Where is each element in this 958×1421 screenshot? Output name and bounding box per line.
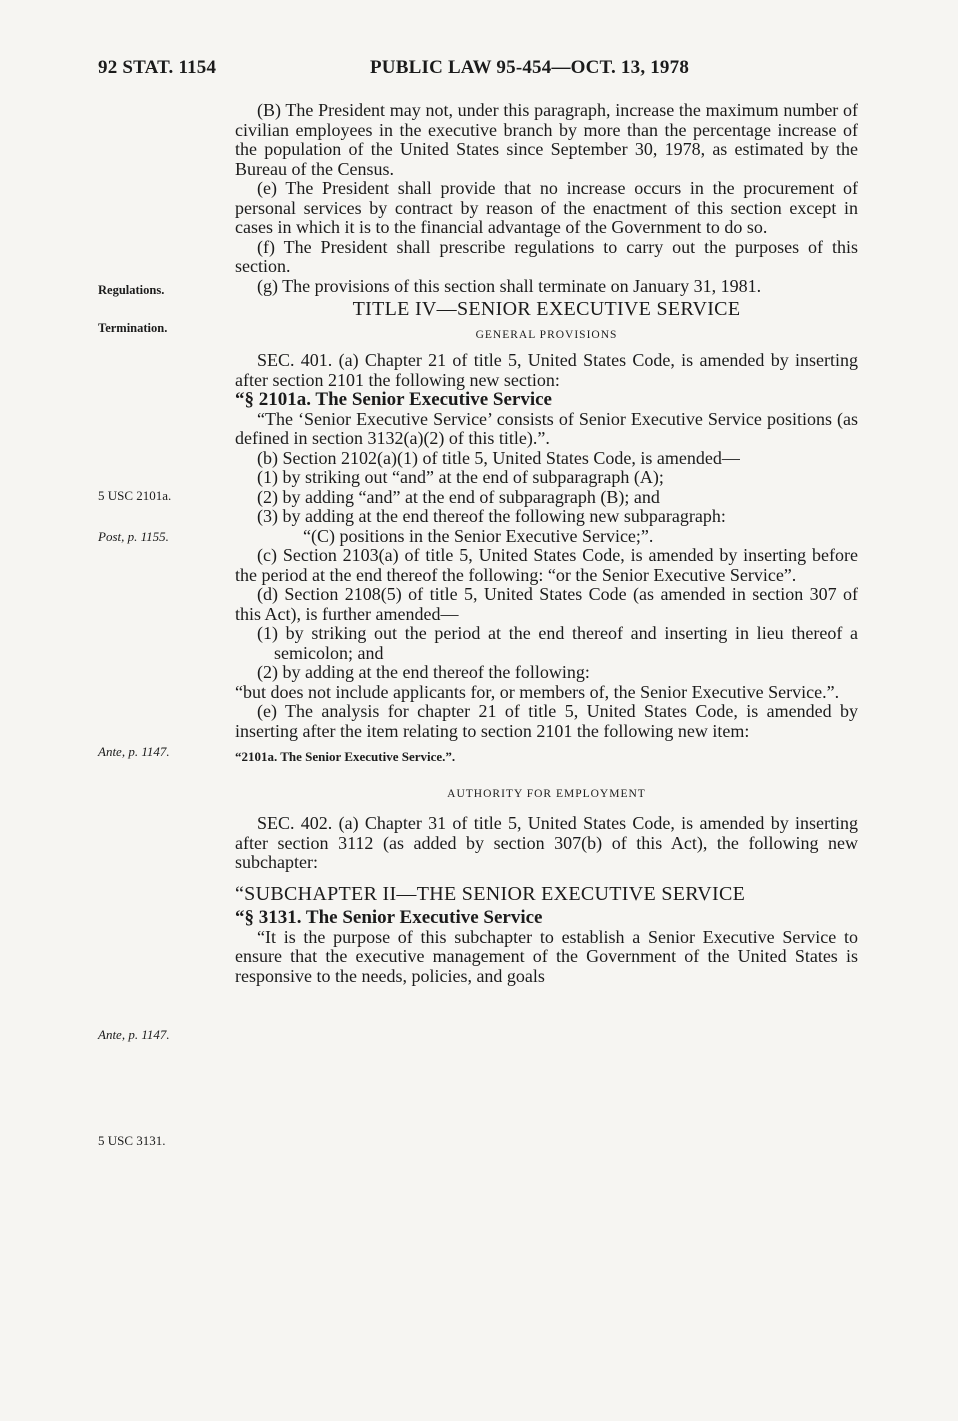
subchapter-ii-heading: “SUBCHAPTER II—THE SENIOR EXECUTIVE SERVICE	[235, 882, 746, 905]
paragraph-c-2103: (c) Section 2103(a) of title 5, United States Code, is amended by inserting before the period at the end thereof the following: “or the Senior Executive Service”.	[235, 545, 858, 585]
paragraph-g-termination: (g) The provisions of this section shall terminate on January 31, 1981.	[257, 275, 762, 296]
clause-d-1: (1) by striking out the period at the end thereof and inserting in lieu thereof a semicolon; and	[257, 623, 858, 663]
general-provisions-heading: GENERAL PROVISIONS	[475, 328, 618, 341]
statute-body	[235, 101, 858, 986]
clause-d-2: (2) by adding at the end thereof the following:	[257, 662, 590, 682]
analysis-item-2101a: “2101a. The Senior Executive Service.”.	[235, 749, 456, 764]
title-iv-heading: TITLE IV—SENIOR EXECUTIVE SERVICE	[352, 298, 741, 320]
paragraph-e-analysis: (e) The analysis for chapter 21 of title 5, United States Code, is amended by inserting after the item relating to section 2101 the following new item:	[235, 701, 858, 741]
section-3131-heading: “§ 3131. The Senior Executive Service	[235, 907, 543, 928]
paragraph-B: (B) The President may not, under this paragraph, increase the maximum number of civilian employees in the executive branch by more than the percentage increase of the population of the United States since September 30, 1978, as estimated by the Bureau of the Census.	[235, 100, 858, 179]
page-stat-citation: 92 STAT. 1154	[98, 57, 217, 78]
section-2101a-heading: “§ 2101a. The Senior Executive Service	[235, 389, 552, 410]
paragraph-e-personal-services: (e) The President shall provide that no increase occurs in the procurement of personal services by contract by reason of the enactment of this section except in cases in which it is to the financial advantage of the Government to do so.	[235, 178, 858, 237]
public-law-heading: PUBLIC LAW 95-454—OCT. 13, 1978	[370, 57, 690, 78]
quoted-subparagraph-C: “(C) positions in the Senior Executive Service;”.	[303, 525, 654, 546]
paragraph-f-regulations: (f) The President shall prescribe regulations to carry out the purposes of this section.	[235, 236, 858, 276]
clause-b-3: (3) by adding at the end thereof the following new subparagraph:	[257, 506, 726, 526]
margin-note-usc-3131: 5 USC 3131.	[98, 1133, 166, 1148]
margin-note-post-1155: Post, p. 1155.	[98, 529, 169, 544]
clause-b-1: (1) by striking out “and” at the end of subparagraph (A);	[257, 467, 664, 487]
margin-note-regulations: Regulations.	[98, 283, 165, 297]
margin-note-ante-1147: Ante, p. 1147.	[98, 744, 170, 759]
margin-note-ante-1147: Ante, p. 1147.	[98, 1027, 170, 1042]
paragraph-d-2108: (d) Section 2108(5) of title 5, United States Code (as amended in section 307 of this Act), is further amended—	[235, 584, 858, 624]
section-2101a-definition: “The ‘Senior Executive Service’ consists of Senior Executive Service positions (as defined in section 3132(a)(2) of this title).”.	[235, 408, 858, 448]
margin-note-usc-2101a: 5 USC 2101a.	[98, 488, 172, 503]
margin-note-termination: Termination.	[98, 321, 168, 335]
clause-b-2: (2) by adding “and” at the end of subparagraph (B); and	[257, 486, 660, 507]
paragraph-b-2102: (b) Section 2102(a)(1) of title 5, United States Code, is amended—	[257, 447, 740, 468]
section-401: SEC. 401. (a) Chapter 21 of title 5, United States Code, is amended by inserting after section 2101 the following new section:	[235, 350, 858, 390]
authority-for-employment-heading: AUTHORITY FOR EMPLOYMENT	[447, 787, 646, 800]
section-3131-purpose: “It is the purpose of this subchapter to establish a Senior Executive Service to ensure that the executive management of the Government of the United States is responsive to the needs, policies, and goals	[235, 926, 858, 986]
quoted-text-d: “but does not include applicants for, or members of, the Senior Executive Service.”.	[235, 681, 840, 702]
section-402: SEC. 402. (a) Chapter 31 of title 5, United States Code, is amended by inserting after section 3112 (as added by section 307(b) of this Act), the following new subchapter:	[235, 813, 858, 872]
